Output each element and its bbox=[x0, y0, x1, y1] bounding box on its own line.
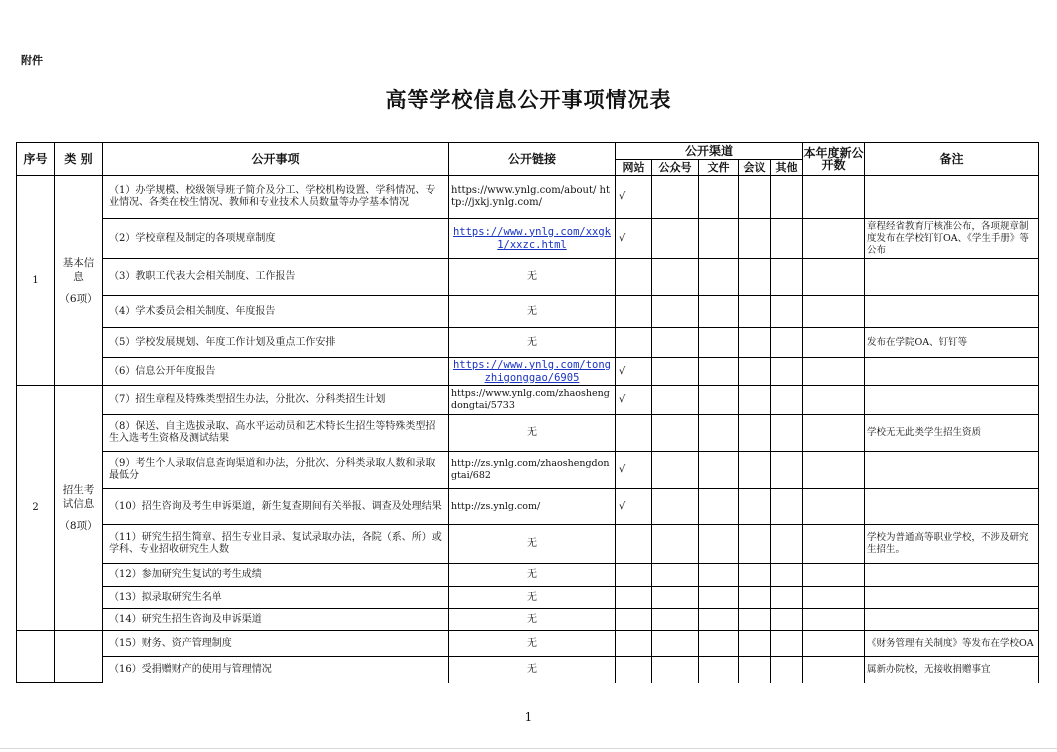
table-row bbox=[17, 259, 1039, 296]
website-cell bbox=[616, 631, 652, 657]
page-divider bbox=[0, 748, 1057, 749]
category-count: （6项） bbox=[59, 292, 98, 305]
link-cell: https://www.ynlg.com/about/ http://jxkj.ynlg.com/ bbox=[449, 176, 616, 219]
link-cell: 无 bbox=[449, 657, 616, 683]
website-cell bbox=[616, 609, 652, 631]
website-cell bbox=[616, 525, 652, 564]
item-cell: （12）参加研究生复试的考生成绩 bbox=[103, 564, 449, 587]
table-row bbox=[17, 386, 1039, 415]
item-cell: （8）保送、自主选拔录取、高水平运动员和艺术特长生招生等特殊类型招生入选考生资格及测试结果 bbox=[103, 415, 449, 452]
note-cell bbox=[865, 489, 1039, 525]
website-cell bbox=[616, 296, 652, 328]
table-row bbox=[17, 219, 1039, 259]
website-cell bbox=[616, 564, 652, 587]
note-cell bbox=[865, 259, 1039, 296]
link-cell: 无 bbox=[449, 609, 616, 631]
group-category bbox=[55, 176, 103, 386]
note-cell bbox=[865, 296, 1039, 328]
item-cell: （13）拟录取研究生名单 bbox=[103, 587, 449, 609]
note-cell bbox=[865, 386, 1039, 415]
note-cell bbox=[865, 358, 1039, 386]
header-meeting: 会议 bbox=[739, 160, 771, 176]
table-row bbox=[17, 176, 1039, 219]
website-cell bbox=[616, 259, 652, 296]
table-row bbox=[17, 525, 1039, 564]
disclosure-table bbox=[16, 142, 1039, 683]
note-cell: 学校无无此类学生招生资质 bbox=[865, 415, 1039, 452]
item-cell: （2）学校章程及制定的各项规章制度 bbox=[103, 219, 449, 259]
group-seq: 2 bbox=[17, 386, 55, 631]
link-cell: 无 bbox=[449, 259, 616, 296]
website-cell bbox=[616, 415, 652, 452]
table-row bbox=[17, 452, 1039, 489]
table-row bbox=[17, 296, 1039, 328]
header-item: 公开事项 bbox=[103, 143, 449, 176]
link-cell: 无 bbox=[449, 415, 616, 452]
header-note: 备注 bbox=[865, 143, 1039, 176]
item-cell: （15）财务、资产管理制度 bbox=[103, 631, 449, 657]
category-name: 招生考试信息 bbox=[62, 484, 95, 510]
note-cell bbox=[865, 452, 1039, 489]
link-cell: 无 bbox=[449, 631, 616, 657]
header-channel: 公开渠道 bbox=[616, 143, 803, 160]
group-seq-empty bbox=[17, 631, 55, 683]
category-name: 基本信息 bbox=[62, 256, 95, 283]
link-cell: 无 bbox=[449, 296, 616, 328]
item-cell: （14）研究生招生咨询及申诉渠道 bbox=[103, 609, 449, 631]
link-cell: 无 bbox=[449, 525, 616, 564]
link-anchor[interactable]: https://www.ynlg.com/xxgk1/xxzc.html bbox=[452, 225, 612, 251]
table-row bbox=[17, 358, 1039, 386]
header-other: 其他 bbox=[771, 160, 803, 176]
website-cell bbox=[616, 587, 652, 609]
link-cell: 无 bbox=[449, 328, 616, 358]
page-number: 1 bbox=[524, 710, 533, 724]
note-cell bbox=[865, 564, 1039, 587]
item-cell: （3）教职工代表大会相关制度、工作报告 bbox=[103, 259, 449, 296]
header-document: 文件 bbox=[699, 160, 739, 176]
note-cell: 《财务管理有关制度》等发布在学校OA bbox=[865, 631, 1039, 657]
table-row bbox=[17, 631, 1039, 657]
note-cell: 学校为普通高等职业学校，不涉及研究生招生。 bbox=[865, 525, 1039, 564]
item-cell: （4）学术委员会相关制度、年度报告 bbox=[103, 296, 449, 328]
note-cell bbox=[865, 176, 1039, 219]
link-cell: http://zs.ynlg.com/zhaoshengdongtai/682 bbox=[449, 452, 616, 489]
table-row bbox=[17, 609, 1039, 631]
item-cell: （9）考生个人录取信息查询渠道和办法，分批次、分科类录取人数和录取最低分 bbox=[103, 452, 449, 489]
group-category-empty bbox=[55, 631, 103, 683]
table-row bbox=[17, 587, 1039, 609]
link-cell: 无 bbox=[449, 564, 616, 587]
table-row bbox=[17, 328, 1039, 358]
link-cell: 无 bbox=[449, 587, 616, 609]
table-row bbox=[17, 489, 1039, 525]
item-cell: （6）信息公开年度报告 bbox=[103, 358, 449, 386]
note-cell: 属新办院校，无接收捐赠事宜 bbox=[865, 657, 1039, 683]
note-cell: 发布在学院OA、钉钉等 bbox=[865, 328, 1039, 358]
category-count: （8项） bbox=[59, 520, 98, 532]
header-wechat: 公众号 bbox=[652, 160, 699, 176]
website-cell: √ bbox=[616, 452, 652, 489]
item-cell: （7）招生章程及特殊类型招生办法，分批次、分科类招生计划 bbox=[103, 386, 449, 415]
website-cell: √ bbox=[616, 358, 652, 386]
header-category: 类 别 bbox=[55, 143, 103, 176]
website-cell bbox=[616, 328, 652, 358]
item-cell: （11）研究生招生简章、招生专业目录、复试录取办法，各院（系、所）或学科、专业招收研究生人数 bbox=[103, 525, 449, 564]
note-cell bbox=[865, 609, 1039, 631]
group-seq: 1 bbox=[17, 176, 55, 386]
website-cell: √ bbox=[616, 219, 652, 259]
table-row bbox=[17, 415, 1039, 452]
link-cell: http://zs.ynlg.com/ bbox=[449, 489, 616, 525]
website-cell: √ bbox=[616, 176, 652, 219]
website-cell bbox=[616, 657, 652, 683]
header-new-count: 本年度新公开数 bbox=[803, 143, 865, 176]
link-cell: https://www.ynlg.com/zhaoshengdongtai/5733 bbox=[449, 386, 616, 415]
header-website: 网站 bbox=[616, 160, 652, 176]
item-cell: （5）学校发展规划、年度工作计划及重点工作安排 bbox=[103, 328, 449, 358]
link-anchor[interactable]: https://www.ynlg.com/tongzhigonggao/6905 bbox=[452, 358, 612, 384]
item-cell: （1）办学规模、校级领导班子简介及分工、学校机构设置、学科情况、专业情况、各类在校生情况、教师和专业技术人员数量等办学基本情况 bbox=[103, 176, 449, 219]
header-link: 公开链接 bbox=[449, 143, 616, 176]
item-cell: （16）受捐赠财产的使用与管理情况 bbox=[103, 657, 449, 683]
website-cell: √ bbox=[616, 489, 652, 525]
group-category bbox=[55, 386, 103, 631]
attachment-label: 附件 bbox=[21, 54, 43, 67]
item-cell: （10）招生咨询及考生申诉渠道，新生复查期间有关举报、调查及处理结果 bbox=[103, 489, 449, 525]
website-cell: √ bbox=[616, 386, 652, 415]
table-row bbox=[17, 564, 1039, 587]
header-seq: 序号 bbox=[17, 143, 55, 176]
table-row bbox=[17, 657, 1039, 683]
page-title: 高等学校信息公开事项情况表 bbox=[385, 87, 672, 112]
note-cell: 章程经省教育厅核准公布，各项规章制度发布在学校钉钉OA、《学生手册》等公布 bbox=[865, 219, 1039, 259]
note-cell bbox=[865, 587, 1039, 609]
